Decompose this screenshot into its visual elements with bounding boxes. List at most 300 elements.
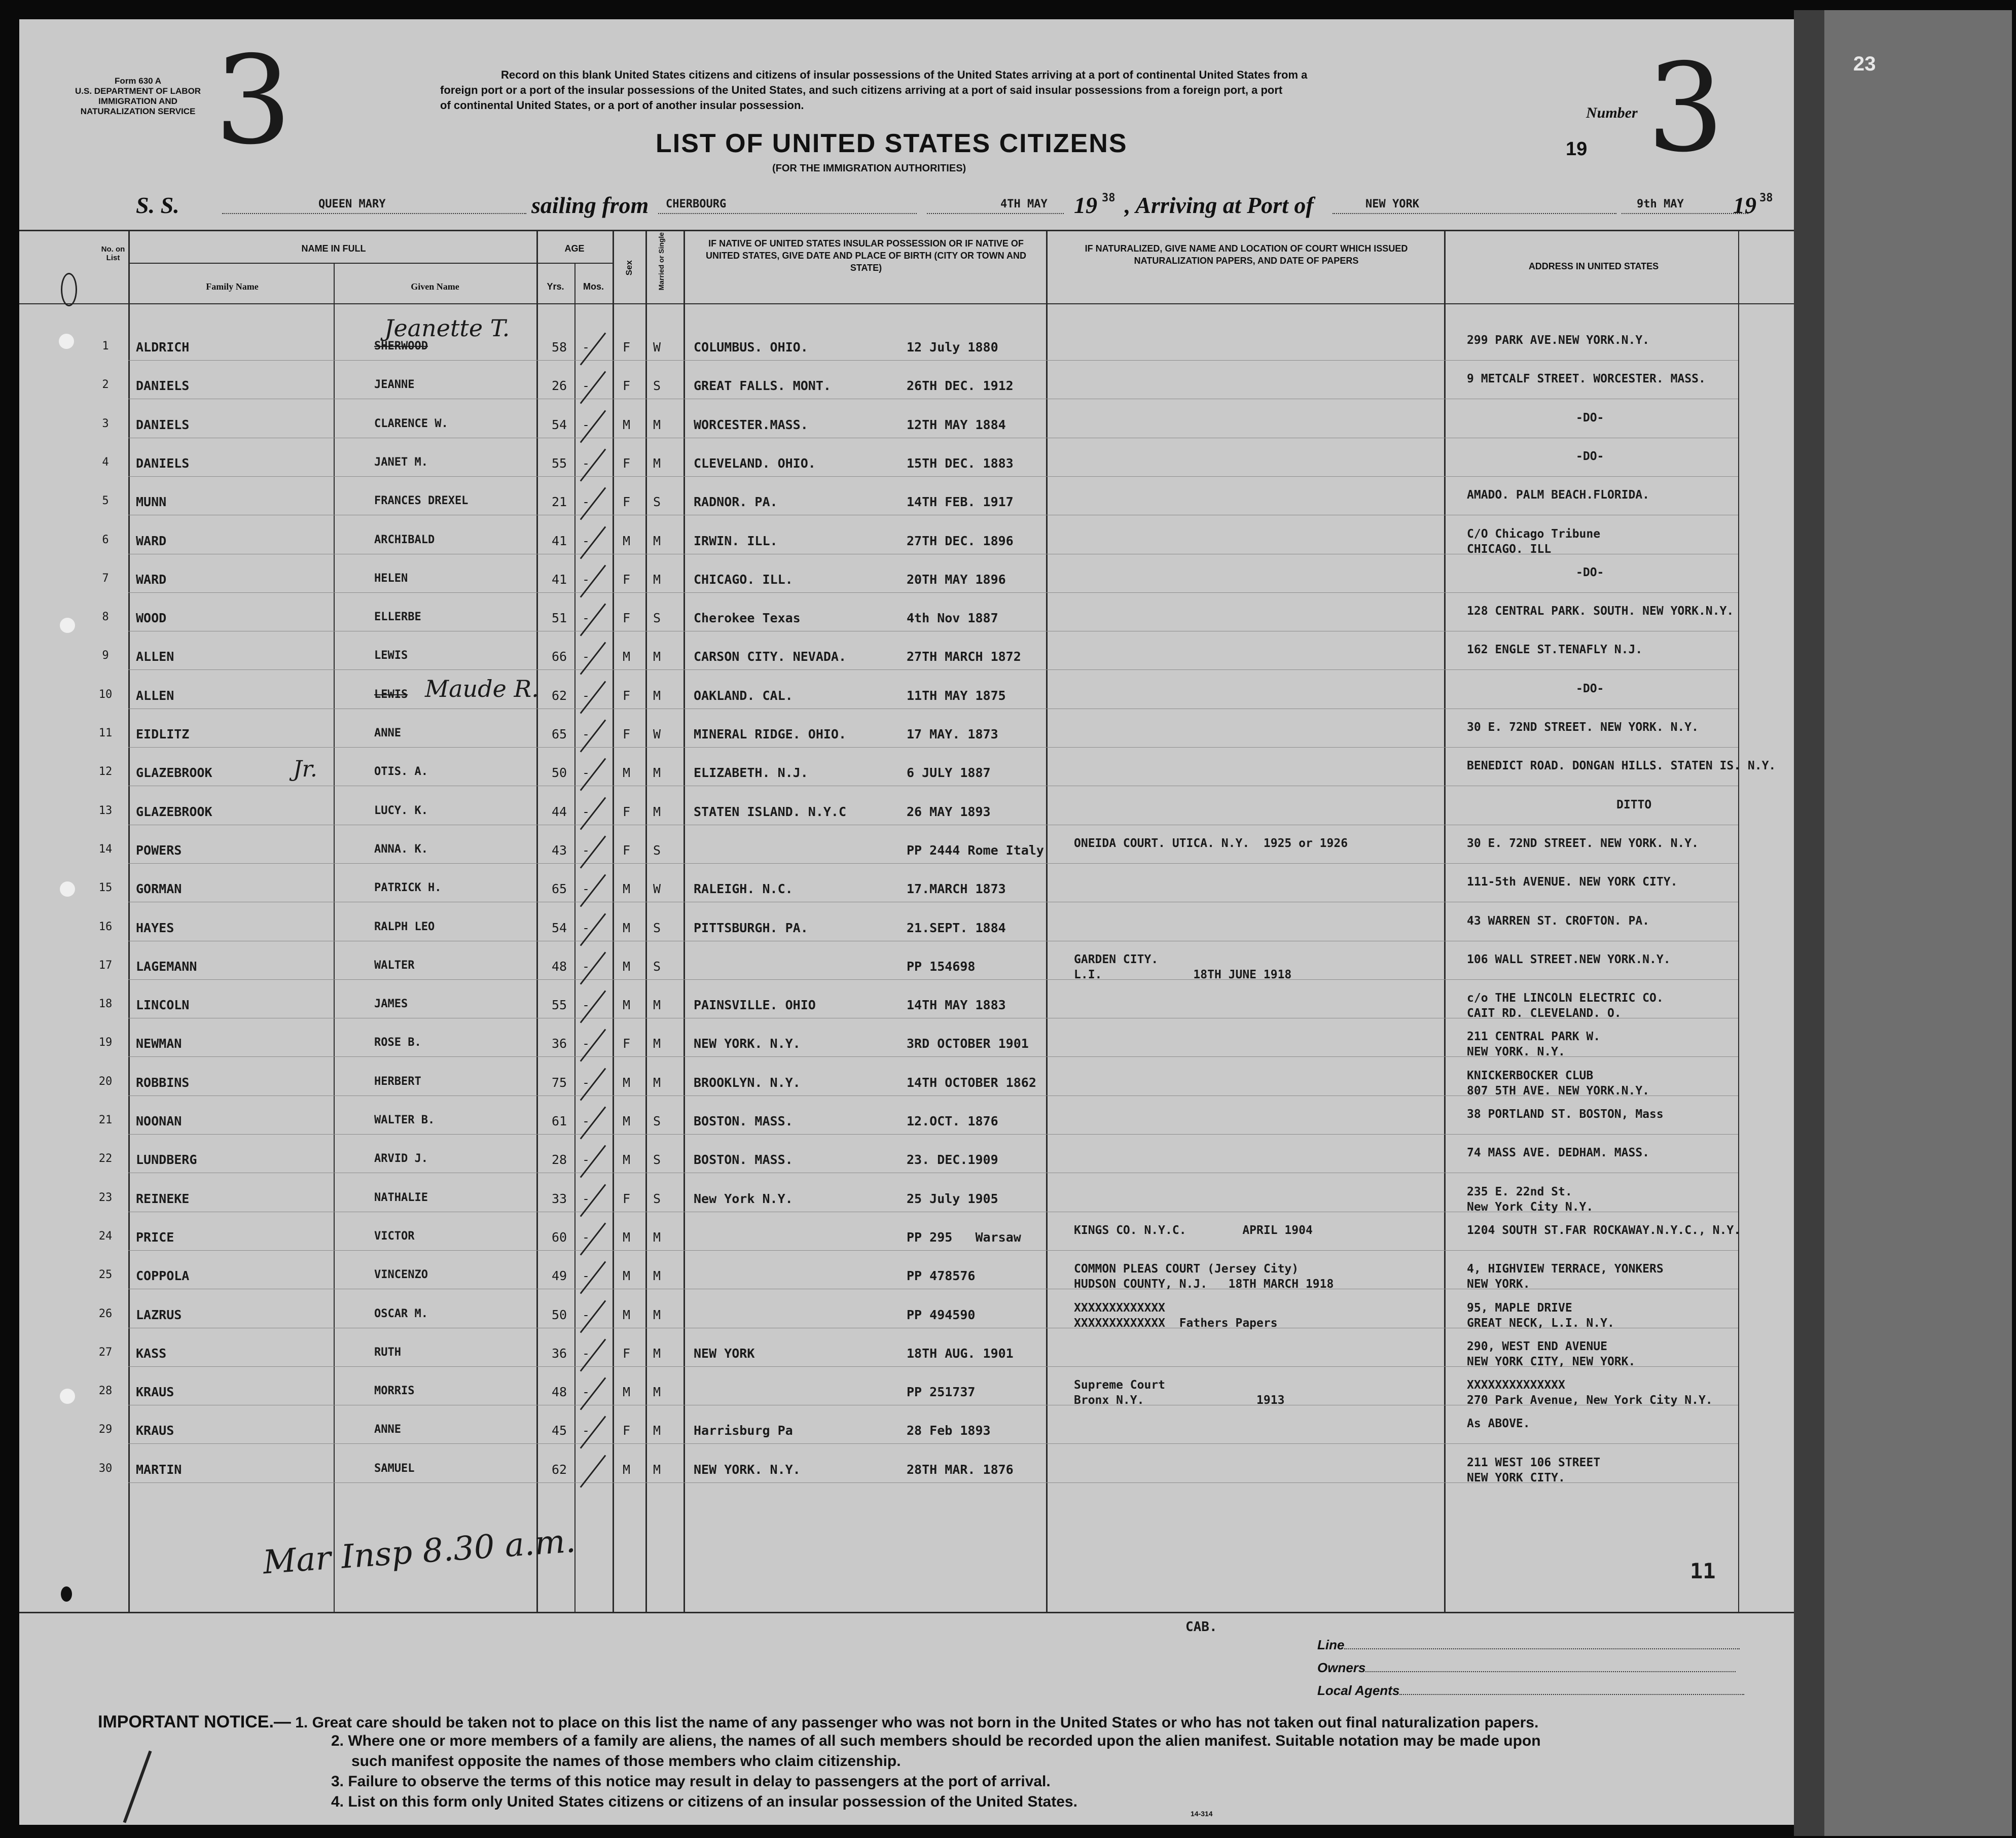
age-years: 62 xyxy=(551,1462,567,1477)
table-row xyxy=(19,367,1794,406)
owners-label: Owners xyxy=(1317,1660,1366,1675)
age-months: - xyxy=(582,1075,590,1090)
us-address: DITTO xyxy=(1616,798,1652,811)
age-months: - xyxy=(582,688,590,703)
table-row xyxy=(19,561,1794,599)
date-to: 9th MAY xyxy=(1637,198,1684,210)
binder-hole xyxy=(61,1586,72,1602)
birth-date: PP 478576 xyxy=(907,1268,976,1284)
given-name: LUCY. K. xyxy=(374,804,428,817)
marital-status: M xyxy=(653,1268,661,1284)
us-address: 211 CENTRAL PARK W. NEW YORK. N.Y. xyxy=(1467,1030,1601,1059)
number-year-prefix: 19 xyxy=(1566,138,1588,160)
family-name: COPPOLA xyxy=(136,1268,190,1284)
marital-status: M xyxy=(653,1036,661,1051)
service-line-2: NATURALIZATION SERVICE xyxy=(80,107,196,116)
us-address: 9 METCALF STREET. WORCESTER. MASS. xyxy=(1467,372,1706,386)
table-row xyxy=(19,870,1794,909)
date-to-underline xyxy=(1622,213,1748,214)
marital-status: M xyxy=(653,804,661,819)
notice-item-3: 3. Failure to observe the terms of this notice may result in delay to passengers at the port of arrival. xyxy=(331,1773,1051,1790)
given-name: VICTOR xyxy=(374,1229,415,1243)
us-address: C/O Chicago Tribune CHICAGO. ILL xyxy=(1467,527,1601,556)
table-row xyxy=(19,1373,1794,1412)
row-number: 25 xyxy=(98,1268,113,1282)
sex: M xyxy=(623,1229,631,1245)
given-name: WALTER xyxy=(374,959,415,972)
col-naturalized-header: IF NATURALIZED, GIVE NAME AND LOCATION OF COURT WHICH ISSUED NATURALIZATION PAPERS, AND DATE OF PAPERS xyxy=(1085,243,1408,266)
sex: M xyxy=(623,417,631,432)
marital-status: M xyxy=(653,765,661,781)
us-address: As ABOVE. xyxy=(1467,1417,1530,1431)
age-years: 41 xyxy=(551,533,567,548)
row-number: 12 xyxy=(98,765,113,779)
age-years: 45 xyxy=(551,1423,567,1438)
given-name: ELLERBE xyxy=(374,611,421,624)
form-code-block xyxy=(75,76,201,117)
birth-place: CLEVELAND. OHIO. xyxy=(694,455,816,471)
given-name: JANET M. xyxy=(374,455,428,469)
us-address: -DO- xyxy=(1576,682,1604,695)
birth-place: COLUMBUS. OHIO. xyxy=(694,340,808,355)
given-name: JEANNE xyxy=(374,378,415,392)
sex: F xyxy=(623,688,631,703)
us-address: XXXXXXXXXXXXXX 270 Park Avenue, New York City N.Y. xyxy=(1467,1378,1713,1407)
age-years: 55 xyxy=(551,455,567,471)
birth-date: 14TH FEB. 1917 xyxy=(907,494,1014,510)
given-name: RALPH LEO xyxy=(374,920,435,933)
year-1: 38 xyxy=(1102,192,1115,204)
age-years: 36 xyxy=(551,1346,567,1361)
sex: M xyxy=(623,1462,631,1477)
table-row xyxy=(19,483,1794,522)
given-name: PATRICK H. xyxy=(374,881,442,895)
given-name: ANNA. K. xyxy=(374,842,428,856)
page-subtitle: (FOR THE IMMIGRATION AUTHORITIES) xyxy=(772,163,966,174)
service-line-1: IMMIGRATION AND xyxy=(98,96,177,106)
marital-status: M xyxy=(653,455,661,471)
age-years: 66 xyxy=(551,649,567,664)
age-months: - xyxy=(582,1229,590,1245)
sex: M xyxy=(623,881,631,897)
given-name: HERBERT xyxy=(374,1075,421,1088)
us-address: KNICKERBOCKER CLUB 807 5TH AVE. NEW YORK.N.Y. xyxy=(1467,1069,1650,1098)
table-row xyxy=(19,599,1794,638)
age-months: - xyxy=(582,378,590,394)
naturalization: KINGS CO. N.Y.C. APRIL 1904 xyxy=(1074,1223,1313,1237)
family-name: LAZRUS xyxy=(136,1307,182,1322)
sex: F xyxy=(623,455,631,471)
col-mos-header: Mos. xyxy=(583,281,604,292)
birth-place: GREAT FALLS. MONT. xyxy=(694,378,831,394)
birth-date: 27TH MARCH 1872 xyxy=(907,649,1021,664)
birth-date: 27TH DEC. 1896 xyxy=(907,533,1014,548)
birth-place: STATEN ISLAND. N.Y.C xyxy=(694,804,847,819)
table-row xyxy=(19,986,1794,1025)
age-months: - xyxy=(582,417,590,432)
sex: F xyxy=(623,1191,631,1206)
birth-date: 15TH DEC. 1883 xyxy=(907,455,1014,471)
family-name: WARD xyxy=(136,572,167,587)
ss-label: S. S. xyxy=(136,192,179,218)
table-row xyxy=(19,716,1794,754)
notice-heading: IMPORTANT NOTICE.— xyxy=(98,1712,291,1731)
birth-place: BOSTON. MASS. xyxy=(694,1152,793,1168)
sex: M xyxy=(623,1075,631,1090)
sex: F xyxy=(623,1036,631,1051)
age-months: - xyxy=(582,533,590,548)
age-years: 21 xyxy=(551,494,567,510)
marital-status: M xyxy=(653,998,661,1013)
marital-status: S xyxy=(653,1114,661,1128)
notice-item-2b: such manifest opposite the names of those members who claim citizenship. xyxy=(351,1753,901,1770)
us-address: 30 E. 72ND STREET. NEW YORK. N.Y. xyxy=(1467,836,1699,850)
table-row xyxy=(19,948,1794,986)
port-from-underline xyxy=(658,213,917,214)
birth-date: 17 MAY. 1873 xyxy=(907,727,998,741)
sex: F xyxy=(623,1346,631,1361)
given-name: ANNE xyxy=(374,1423,401,1436)
birth-date: PP 251737 xyxy=(907,1385,976,1400)
age-years: 50 xyxy=(551,1307,567,1322)
row-number: 15 xyxy=(98,881,113,895)
date-from: 4TH MAY xyxy=(1000,198,1048,210)
adjacent-page-edge xyxy=(1794,10,2012,1836)
page-title: LIST OF UNITED STATES CITIZENS xyxy=(656,129,1128,158)
family-name: NOONAN xyxy=(136,1114,182,1128)
table-row xyxy=(19,677,1794,716)
family-name: MARTIN xyxy=(136,1462,182,1477)
col-sex-header: Sex xyxy=(624,260,634,276)
table-row xyxy=(19,1296,1794,1335)
marital-status: S xyxy=(653,842,661,858)
family-name: GLAZEBROOK xyxy=(136,765,212,781)
birth-date: PP 494590 xyxy=(907,1307,976,1322)
row-number: 14 xyxy=(98,842,113,856)
col-name-in-full-header: NAME IN FULL xyxy=(301,243,366,254)
marital-status: M xyxy=(653,1423,661,1438)
given-name: ROSE B. xyxy=(374,1036,421,1049)
marital-status: M xyxy=(653,1346,661,1361)
age-months: - xyxy=(582,1423,590,1438)
us-address: c/o THE LINCOLN ELECTRIC CO. CAIT RD. CLEVELAND. O. xyxy=(1467,992,1664,1020)
given-name: NATHALIE xyxy=(374,1191,428,1204)
port-from: CHERBOURG xyxy=(666,198,727,210)
us-address: AMADO. PALM BEACH.FLORIDA. xyxy=(1467,488,1650,502)
birth-date: 3RD OCTOBER 1901 xyxy=(907,1036,1029,1051)
row-number: 27 xyxy=(98,1346,113,1359)
age-years: 26 xyxy=(551,378,567,394)
us-address: 43 WARREN ST. CROFTON. PA. xyxy=(1467,914,1650,928)
family-name: ALLEN xyxy=(136,688,174,703)
row-number: 28 xyxy=(98,1385,113,1398)
age-months: - xyxy=(582,572,590,587)
marital-status: M xyxy=(653,688,661,703)
marital-status: M xyxy=(653,533,661,548)
marital-status: S xyxy=(653,1191,661,1206)
sex: F xyxy=(623,572,631,587)
age-months: - xyxy=(582,765,590,781)
given-name-correction: Jeanette T. xyxy=(384,314,510,342)
age-years: 44 xyxy=(551,804,567,819)
age-years: 28 xyxy=(551,1152,567,1168)
family-name: DANIELS xyxy=(136,417,190,432)
family-name: POWERS xyxy=(136,842,182,858)
family-name: KRAUS xyxy=(136,1423,174,1438)
manifest-page xyxy=(19,19,1794,1825)
birth-place: NEW YORK xyxy=(694,1346,755,1361)
side-page-number: 23 xyxy=(1853,53,1876,75)
marital-status: S xyxy=(653,920,661,935)
us-address: 30 E. 72ND STREET. NEW YORK. N.Y. xyxy=(1467,721,1699,734)
family-name-suffix: Jr. xyxy=(293,756,317,783)
marital-status: S xyxy=(653,378,661,394)
number-label: Number xyxy=(1586,104,1638,121)
table-row xyxy=(19,832,1794,870)
family-name: NEWMAN xyxy=(136,1036,182,1051)
age-months: - xyxy=(582,1385,590,1400)
age-months: - xyxy=(582,1036,590,1051)
table-top-border xyxy=(19,230,1794,231)
check-tick xyxy=(580,1455,606,1488)
birth-place: Harrisburg Pa xyxy=(694,1423,793,1438)
age-months: - xyxy=(582,920,590,935)
given-name: FRANCES DREXEL xyxy=(374,494,469,508)
us-address: 111-5th AVENUE. NEW YORK CITY. xyxy=(1467,875,1678,889)
age-years: 54 xyxy=(551,920,567,935)
sex: M xyxy=(623,1268,631,1284)
family-name: LUNDBERG xyxy=(136,1152,197,1168)
number-hand: 3 xyxy=(1647,37,1724,179)
sex: M xyxy=(623,1307,631,1322)
table-row xyxy=(19,314,1794,367)
form-code: Form 630 A xyxy=(115,76,162,86)
age-months: - xyxy=(582,649,590,664)
col-family-header: Family Name xyxy=(206,281,259,292)
record-text-2: foreign port or a port of the insular possessions of the United States, and such citizens arriving at a port of said insular possessions from a foreign port, a port xyxy=(440,84,1283,96)
birth-date: 11TH MAY 1875 xyxy=(907,688,1006,703)
birth-place: Cherokee Texas xyxy=(694,611,801,626)
table-row xyxy=(19,1412,1794,1451)
birth-date: 25 July 1905 xyxy=(907,1191,998,1206)
age-years: 60 xyxy=(551,1229,567,1245)
age-months: - xyxy=(582,1307,590,1322)
row-number: 24 xyxy=(98,1229,113,1243)
birth-place: PITTSBURGH. PA. xyxy=(694,920,808,935)
row-number: 18 xyxy=(98,998,113,1011)
given-name: OTIS. A. xyxy=(374,765,428,779)
line-label: Line xyxy=(1317,1637,1345,1652)
col-no-header: No. on List xyxy=(101,245,125,262)
owners-field xyxy=(1317,1660,1736,1676)
age-months: - xyxy=(582,1114,590,1128)
age-months: - xyxy=(582,881,590,897)
age-months: - xyxy=(582,842,590,858)
sex: F xyxy=(623,494,631,510)
age-months: - xyxy=(582,959,590,974)
birth-date: 28TH MAR. 1876 xyxy=(907,1462,1014,1477)
sex: M xyxy=(623,920,631,935)
row-number: 5 xyxy=(102,494,109,508)
age-years: 65 xyxy=(551,881,567,897)
family-name: REINEKE xyxy=(136,1191,190,1206)
department: U.S. DEPARTMENT OF LABOR xyxy=(75,86,201,96)
table-row xyxy=(19,1141,1794,1180)
row-number: 9 xyxy=(102,649,109,662)
row-number: 7 xyxy=(102,572,109,585)
row-number: 16 xyxy=(98,920,113,933)
birth-place: RADNOR. PA. xyxy=(694,494,778,510)
binder-hole xyxy=(61,273,77,306)
birth-date: 12.OCT. 1876 xyxy=(907,1114,998,1128)
age-years: 48 xyxy=(551,1385,567,1400)
family-name: ROBBINS xyxy=(136,1075,190,1090)
family-name: DANIELS xyxy=(136,378,190,394)
age-years: 54 xyxy=(551,417,567,432)
birth-date: 14TH OCTOBER 1862 xyxy=(907,1075,1036,1090)
birth-date: 17.MARCH 1873 xyxy=(907,881,1006,897)
given-name: ANNE xyxy=(374,727,401,739)
marital-status: S xyxy=(653,611,661,626)
birth-place: NEW YORK. N.Y. xyxy=(694,1036,801,1051)
table-bottom-border xyxy=(19,1612,1794,1613)
age-months: - xyxy=(582,340,590,355)
sex: M xyxy=(623,998,631,1013)
age-years: 62 xyxy=(551,688,567,703)
family-name: MUNN xyxy=(136,494,167,510)
passenger-count: 11 xyxy=(1690,1559,1716,1583)
us-address: 211 WEST 106 STREET NEW YORK CITY. xyxy=(1467,1456,1601,1484)
row-number: 3 xyxy=(102,417,109,430)
family-name: PRICE xyxy=(136,1229,174,1245)
port-to-underline xyxy=(1333,213,1616,214)
sex: F xyxy=(623,340,631,355)
us-address: 106 WALL STREET.NEW YORK.N.Y. xyxy=(1467,952,1671,966)
col-age-header: AGE xyxy=(564,243,585,254)
us-address: 235 E. 22nd St. New York City N.Y. xyxy=(1467,1185,1594,1214)
header-bottom-border xyxy=(19,303,1794,304)
arriving-label: , Arriving at Port of xyxy=(1125,192,1314,218)
marital-status: M xyxy=(653,1075,661,1090)
age-years: 75 xyxy=(551,1075,567,1090)
row-number: 20 xyxy=(98,1075,113,1088)
notice-item-1: 1. Great care should be taken not to place on this list the name of any passenger who was not born in the United States or who has not taken out final naturalization papers. xyxy=(295,1714,1539,1731)
table-row xyxy=(19,754,1794,793)
given-name: RUTH xyxy=(374,1346,401,1359)
birth-place: BROOKLYN. N.Y. xyxy=(694,1075,801,1090)
birth-place: BOSTON. MASS. xyxy=(694,1114,793,1128)
row-number: 4 xyxy=(102,455,109,469)
table-row xyxy=(19,406,1794,445)
record-instructions xyxy=(440,67,1307,113)
age-years: 48 xyxy=(551,959,567,974)
row-number: 10 xyxy=(98,688,113,701)
naturalization: XXXXXXXXXXXXX XXXXXXXXXXXXX Fathers Papers xyxy=(1074,1301,1278,1330)
marital-status: S xyxy=(653,494,661,510)
marital-status: M xyxy=(653,1385,661,1400)
birth-date: 26 MAY 1893 xyxy=(907,804,991,819)
age-months: - xyxy=(582,494,590,510)
sex: F xyxy=(623,804,631,819)
sex: F xyxy=(623,1423,631,1438)
birth-place: NEW YORK. N.Y. xyxy=(694,1462,801,1477)
row-number: 1 xyxy=(102,340,109,352)
given-name: VINCENZO xyxy=(374,1268,428,1282)
table-row xyxy=(19,445,1794,483)
col-birth-header: IF NATIVE OF UNITED STATES INSULAR POSSESSION OR IF NATIVE OF UNITED STATES, GIVE DATE AND PLACE OF BIRTH (CITY OR TOWN AND STATE) xyxy=(705,238,1026,273)
sex: F xyxy=(623,842,631,858)
col-yrs-header: Yrs. xyxy=(547,281,564,292)
print-code: 14-314 xyxy=(1191,1810,1213,1818)
sex: F xyxy=(623,378,631,394)
age-months: - xyxy=(582,1268,590,1284)
birth-date: 21.SEPT. 1884 xyxy=(907,920,1006,935)
birth-place: ELIZABETH. N.J. xyxy=(694,765,808,781)
sex: M xyxy=(623,533,631,548)
birth-date: 6 JULY 1887 xyxy=(907,765,991,781)
age-months: - xyxy=(582,1346,590,1361)
marital-status: M xyxy=(653,1307,661,1322)
given-name: OSCAR M. xyxy=(374,1307,428,1320)
age-years: 50 xyxy=(551,765,567,781)
col-married-header: Married or Single xyxy=(657,232,665,291)
age-months: - xyxy=(582,455,590,471)
birth-date: 28 Feb 1893 xyxy=(907,1423,991,1438)
given-name: CLARENCE W. xyxy=(374,417,448,430)
row-number: 6 xyxy=(102,533,109,546)
marital-status: W xyxy=(653,340,661,355)
table-row xyxy=(19,909,1794,948)
year-label-2: 19 xyxy=(1733,192,1756,218)
sex: M xyxy=(623,649,631,664)
table-row xyxy=(19,1257,1794,1296)
row-number: 29 xyxy=(98,1423,113,1436)
marital-status: M xyxy=(653,1462,661,1477)
age-years: 33 xyxy=(551,1191,567,1206)
notice-item-4: 4. List on this form only United States citizens or citizens of an insular possession of the United States. xyxy=(331,1793,1077,1810)
sex: M xyxy=(623,765,631,781)
naturalization: ONEIDA COURT. UTICA. N.Y. 1925 or 1926 xyxy=(1074,836,1348,850)
row-number: 23 xyxy=(98,1191,113,1204)
row-number: 13 xyxy=(98,804,113,817)
row-number: 17 xyxy=(98,959,113,972)
age-years: 36 xyxy=(551,1036,567,1051)
birth-date: 23. DEC.1909 xyxy=(907,1152,998,1168)
row-number: 11 xyxy=(98,727,113,739)
birth-place: RALEIGH. N.C. xyxy=(694,881,793,897)
row-number: 26 xyxy=(98,1307,113,1320)
row-number: 30 xyxy=(98,1462,113,1475)
row-number: 22 xyxy=(98,1152,113,1165)
line-field xyxy=(1317,1637,1740,1653)
table-row xyxy=(19,1451,1794,1490)
col-address-header: ADDRESS IN UNITED STATES xyxy=(1528,261,1659,271)
ship-name: QUEEN MARY xyxy=(318,198,386,210)
age-years: 65 xyxy=(551,727,567,741)
naturalization: COMMON PLEAS COURT (Jersey City) HUDSON COUNTY, N.J. 18TH MARCH 1918 xyxy=(1074,1262,1334,1291)
sex: M xyxy=(623,1152,631,1168)
marital-status: S xyxy=(653,959,661,974)
col-given-header: Given Name xyxy=(411,281,459,292)
birth-date: 12TH MAY 1884 xyxy=(907,417,1006,432)
birth-place: CHICAGO. ILL. xyxy=(694,572,793,587)
age-months: - xyxy=(582,1152,590,1168)
us-address: 38 PORTLAND ST. BOSTON, Mass xyxy=(1467,1108,1664,1121)
naturalization: GARDEN CITY. L.I. 18TH JUNE 1918 xyxy=(1074,952,1292,981)
us-address: -DO- xyxy=(1576,449,1604,463)
sex: M xyxy=(623,959,631,974)
birth-place: WORCESTER.MASS. xyxy=(694,417,808,432)
